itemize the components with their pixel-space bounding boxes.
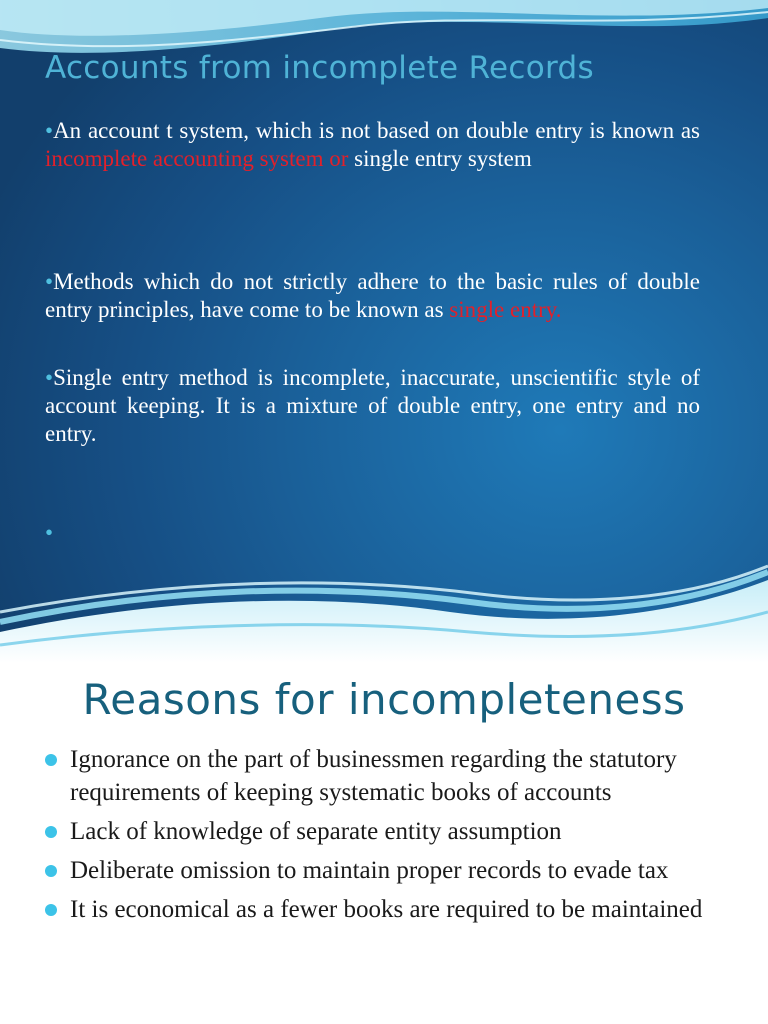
bullet-dot: • [45,118,54,143]
list-item-text: Ignorance on the part of businessmen regarding the statutory requirements of keeping systematic books of accounts [70,746,677,806]
empty-bullet: • [45,520,54,545]
paragraph-single-entry [45,364,700,448]
slide-title: Accounts from incomplete Records [45,50,594,86]
reasons-list [45,743,735,932]
list-item [45,743,735,809]
paragraph-text: An account t system, which is not based on double entry is known as [53,118,700,143]
paragraph-methods [45,268,700,324]
paragraph-definition [45,117,700,173]
slide-reasons-incompleteness [0,663,768,1024]
list-item-text: Lack of knowledge of separate entity assumption [70,818,562,845]
paragraph-text: Single entry method is incomplete, inaccurate, unscientific style of account keeping. It is a mixture of double entry, one entry and no entry. [45,365,700,446]
bullet-icon [45,904,57,916]
highlight-term: incomplete accounting system or [45,146,349,171]
bullet-icon [45,865,57,877]
highlight-term: single entry. [449,297,562,322]
list-item [45,815,735,848]
bullet-dot: • [45,269,54,294]
bullet-icon [45,754,57,766]
list-item [45,854,735,887]
bullet-dot: • [45,365,54,390]
paragraph-text: Methods which do not strictly adhere to the basic rules of double entry principles, have come to be known as [45,269,700,322]
list-item [45,893,735,926]
slide-title: Reasons for incompleteness [82,675,686,724]
bullet-icon [45,826,57,838]
paragraph-text: single entry system [348,146,532,171]
list-item-text: Deliberate omission to maintain proper records to evade tax [70,857,669,884]
list-item-text: It is economical as a fewer books are required to be maintained [70,896,703,923]
